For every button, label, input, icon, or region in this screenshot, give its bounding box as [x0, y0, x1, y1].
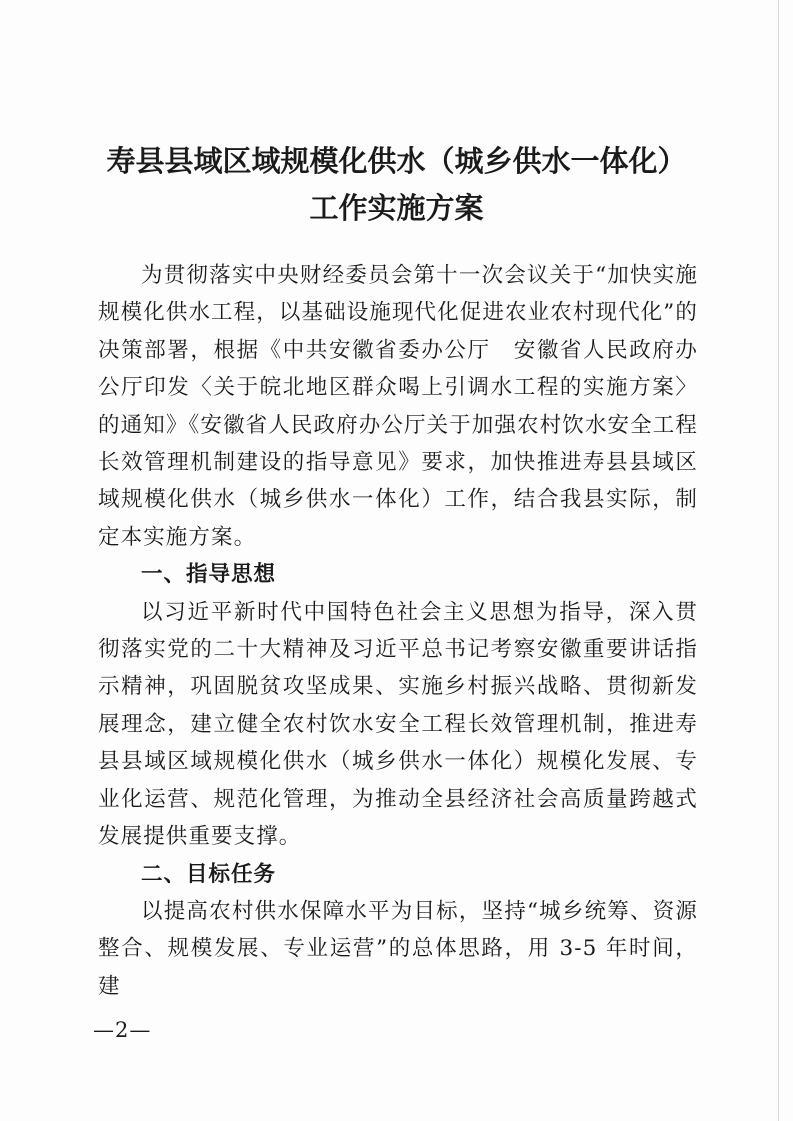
section-1-heading: 一、指导思想	[141, 562, 277, 588]
scan-edge-line	[778, 0, 779, 1121]
page-number: —2—	[93, 1018, 152, 1042]
intro-paragraph: 为贯彻落实中央财经委员会第十一次会议关于“加快实施规模化供水工程，以基础设施现代化促进农业农村现代化”的决策部署，根据《中共安徽省委办公厅 安徽省人民政府办公厅印发〈关于皖北地区群众喝上引调水工程的实施方案〉的通知》《安徽省人民政府办公厅关于加强农村饮水安全工程长效管理机制建设的指导意见》要求，加快推进寿县县域区域规模化供水（城乡供水一体化）工作，结合我县实际，制定本实施方案。	[98, 263, 698, 550]
section-2-heading: 二、目标任务	[141, 861, 277, 887]
section-2-paragraph: 以提高农村供水保障水平为目标，坚持“城乡统筹、资源整合、规模发展、专业运营”的总体思路，用 3-5 年时间，建	[98, 898, 698, 999]
document-title-line-1: 寿县县域区域规模化供水（城乡供水一体化）	[106, 144, 687, 178]
document-title-line-2: 工作实施方案	[309, 191, 484, 225]
section-1-paragraph: 以习近平新时代中国特色社会主义思想为指导，深入贯彻落实党的二十大精神及习近平总书记考察安徽重要讲话指示精神，巩固脱贫攻坚成果、实施乡村振兴战略、贯彻新发展理念，建立健全农村饮水安全工程长效管理机制，推进寿县县域区域规模化供水（城乡供水一体化）规模化发展、专业化运营、规范化管理，为推动全县经济社会高质量跨越式发展提供重要支撑。	[98, 599, 698, 850]
document-body	[98, 257, 698, 1005]
